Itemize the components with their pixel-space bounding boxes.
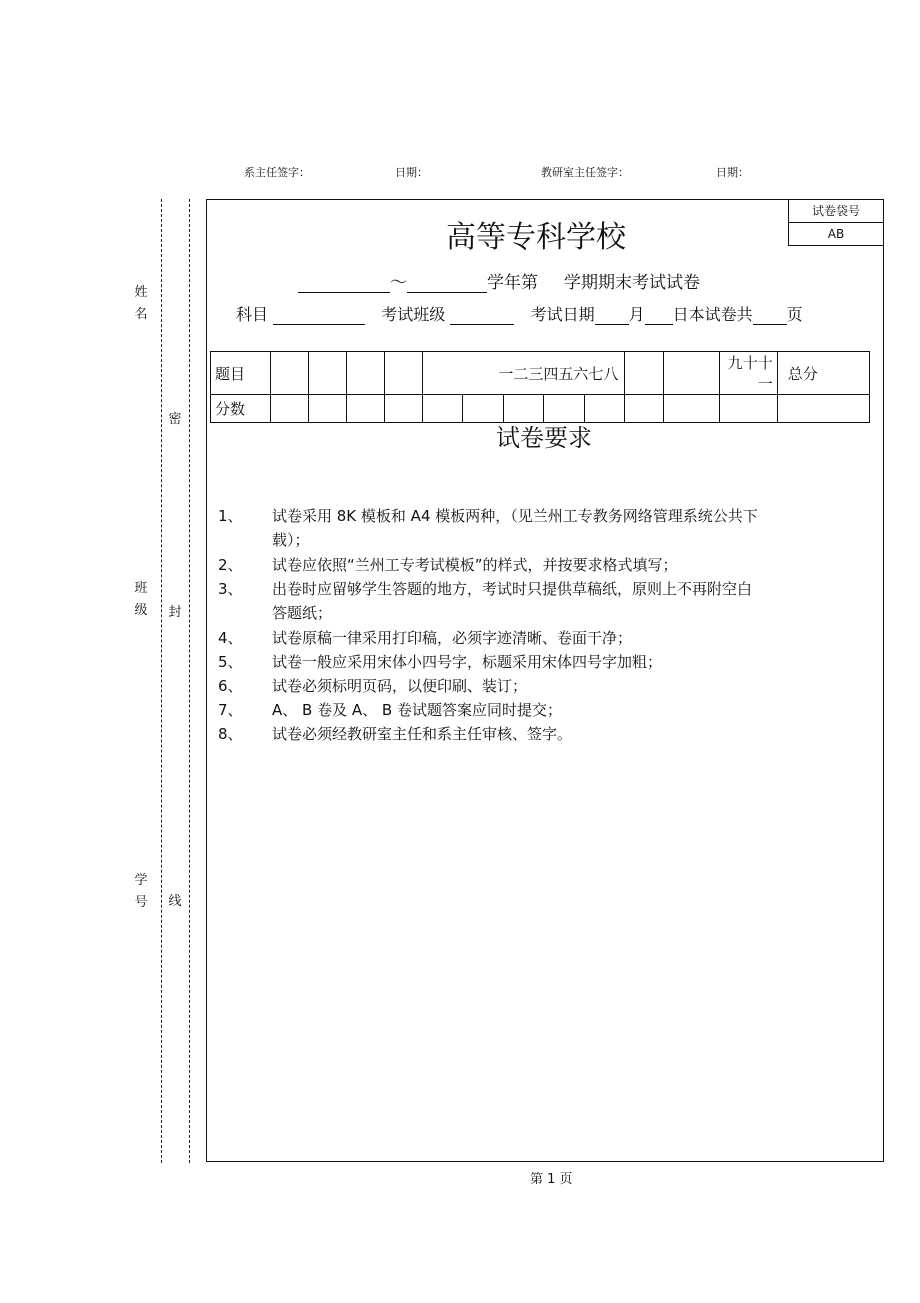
row-label-score: 分数 — [211, 395, 271, 423]
question-numbers-1-8: 一二三四五六七八 — [422, 352, 625, 395]
table-row — [211, 352, 870, 395]
margin-student-id-label: 学 号 — [134, 873, 148, 910]
month-label: 月 — [628, 305, 645, 324]
date-label-1: 日期： — [395, 166, 428, 179]
dept-head-signature-label: 系主任签字： — [244, 166, 310, 179]
subject-blank[interactable] — [273, 306, 365, 325]
subject-label: 科目 — [236, 305, 269, 324]
requirement-item-5: 5、 试卷一般应采用宋体小四号字，标题采用宋体四号字加粗； — [218, 653, 663, 671]
info-line — [236, 302, 803, 325]
office-head-signature-label: 教研室主任签字： — [541, 166, 629, 179]
seal-char-mi: 密 — [168, 409, 182, 431]
school-title: 高等专科学校 — [446, 220, 626, 255]
requirements-title: 试卷要求 — [496, 424, 592, 452]
year-text: 学年第 — [487, 273, 538, 293]
page-number: 第 1 页 — [530, 1172, 573, 1187]
requirement-item-3: 3、 出卷时应留够学生答题的地方，考试时只提供草稿纸，原则上不再附空白 答题纸； — [218, 580, 753, 622]
score-table — [210, 351, 870, 423]
date-label: 考试日期 — [530, 305, 595, 324]
margin-name-label: 姓 名 — [134, 285, 148, 322]
exam-text: 学期期末考试试卷 — [564, 273, 700, 293]
question-numbers-9-11: 九十十一 — [719, 352, 777, 395]
day-pages-label: 日本试卷共 — [672, 305, 753, 324]
start-year-blank[interactable] — [298, 274, 390, 293]
total-label: 总分 — [777, 352, 869, 395]
binding-dashed-line-left — [161, 199, 162, 1163]
requirement-item-8: 8、 试卷必须经教研室主任和系主任审核、签字。 — [218, 725, 573, 743]
date-label-2: 日期： — [716, 166, 749, 179]
pages-label: 页 — [786, 305, 803, 324]
class-blank[interactable] — [450, 306, 514, 325]
margin-class-label: 班 级 — [134, 581, 148, 618]
seal-char-xian: 线 — [168, 891, 182, 913]
end-year-blank[interactable] — [407, 274, 487, 293]
month-blank[interactable] — [595, 306, 629, 325]
row-label-question: 题目 — [211, 352, 271, 395]
binding-dashed-line-right — [189, 199, 190, 1163]
paper-bag-value: AB — [827, 227, 845, 241]
requirement-item-7: 7、 A、 B 卷及 A、 B 卷试题答案应同时提交； — [218, 701, 562, 719]
requirement-item-2: 2、 试卷应依照“兰州工专考试模板”的样式，并按要求格式填写； — [218, 556, 678, 574]
term-line — [298, 268, 700, 293]
requirement-item-4: 4、 试卷原稿一律采用打印稿，必须字迹清晰、卷面干净； — [218, 629, 633, 647]
paper-bag-label: 试卷袋号 — [789, 199, 883, 223]
day-blank[interactable] — [645, 306, 673, 325]
requirement-item-1: 1、 试卷采用 8K 模板和 A4 模板两种，（见兰州工专教务网络管理系统公共下 载）； — [218, 507, 758, 549]
class-label: 考试班级 — [381, 305, 446, 324]
seal-char-feng: 封 — [168, 602, 182, 624]
requirement-item-6: 6、 试卷必须标明页码，以便印刷、装订； — [218, 677, 528, 695]
page-count-blank[interactable] — [753, 306, 787, 325]
tilde: ～ — [390, 273, 407, 293]
